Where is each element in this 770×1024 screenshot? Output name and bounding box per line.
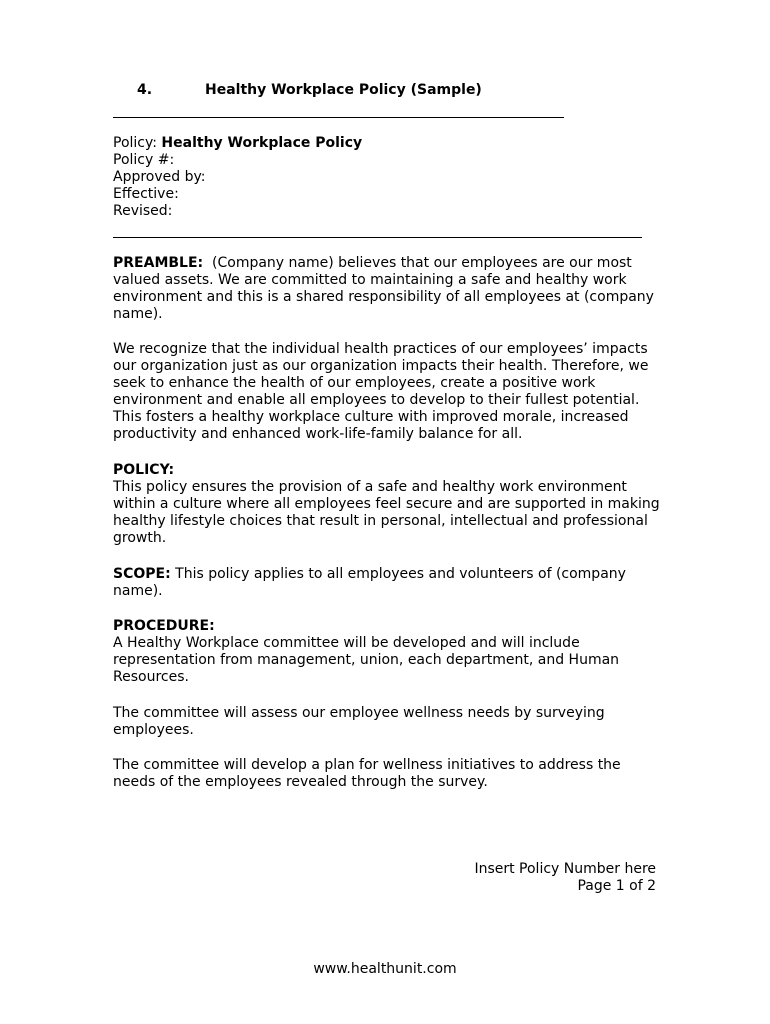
procedure-line-1: A Healthy Workplace committee will be developed and will include — [113, 635, 580, 651]
preamble-line-3: environment and this is a shared responsibility of all employees at (company — [113, 289, 654, 305]
approved-by-label: Approved by: — [113, 169, 206, 185]
section-number: 4. — [137, 82, 153, 98]
page-title: Healthy Workplace Policy (Sample) — [205, 82, 482, 98]
policy-line-1: This policy ensures the provision of a safe and healthy work environment — [113, 479, 627, 495]
procedure-heading: PROCEDURE: — [113, 618, 215, 634]
revised-label: Revised: — [113, 203, 173, 219]
title-divider — [113, 117, 564, 118]
recognize-line-5: This fosters a healthy workplace culture with improved morale, increased — [113, 409, 629, 425]
plan-line-1: The committee will develop a plan for wellness initiatives to address the — [113, 757, 621, 773]
meta-divider — [113, 237, 642, 238]
recognize-line-4: environment and enable all employees to develop to their fullest potential. — [113, 392, 640, 408]
plan-line-2: needs of the employees revealed through the survey. — [113, 774, 488, 790]
recognize-line-2: our organization just as our organization impacts their health. Therefore, we — [113, 358, 649, 374]
policy-line-2: within a culture where all employees feel secure and are supported in making — [113, 496, 660, 512]
policy-line-4: growth. — [113, 530, 167, 546]
preamble-line-4: name). — [113, 306, 163, 322]
policy-number-placeholder: Insert Policy Number here — [474, 861, 656, 877]
assess-line-2: employees. — [113, 722, 194, 738]
scope-label: SCOPE: — [113, 566, 171, 582]
preamble-label: PREAMBLE: — [113, 255, 204, 271]
page-number: Page 1 of 2 — [577, 878, 656, 894]
policy-heading: POLICY: — [113, 462, 175, 478]
scope-line-1: SCOPE: This policy applies to all employees and volunteers of (company — [113, 566, 626, 582]
policy-line-3: healthy lifestyle choices that result in personal, intellectual and professional — [113, 513, 648, 529]
scope-line-2: name). — [113, 583, 163, 599]
footer-url: www.healthunit.com — [313, 961, 457, 977]
recognize-line-3: seek to enhance the health of our employees, create a positive work — [113, 375, 596, 391]
policy-number-label: Policy #: — [113, 152, 175, 168]
policy-name-line: Policy: Healthy Workplace Policy — [113, 135, 363, 151]
effective-label: Effective: — [113, 186, 179, 202]
procedure-line-3: Resources. — [113, 669, 189, 685]
preamble-line-2: valued assets. We are committed to maintaining a safe and healthy work — [113, 272, 627, 288]
recognize-line-6: productivity and enhanced work-life-family balance for all. — [113, 426, 523, 442]
procedure-line-2: representation from management, union, each department, and Human — [113, 652, 620, 668]
assess-line-1: The committee will assess our employee wellness needs by surveying — [113, 705, 605, 721]
preamble-line-1: PREAMBLE: (Company name) believes that our employees are our most — [113, 255, 632, 271]
recognize-line-1: We recognize that the individual health practices of our employees’ impacts — [113, 341, 648, 357]
